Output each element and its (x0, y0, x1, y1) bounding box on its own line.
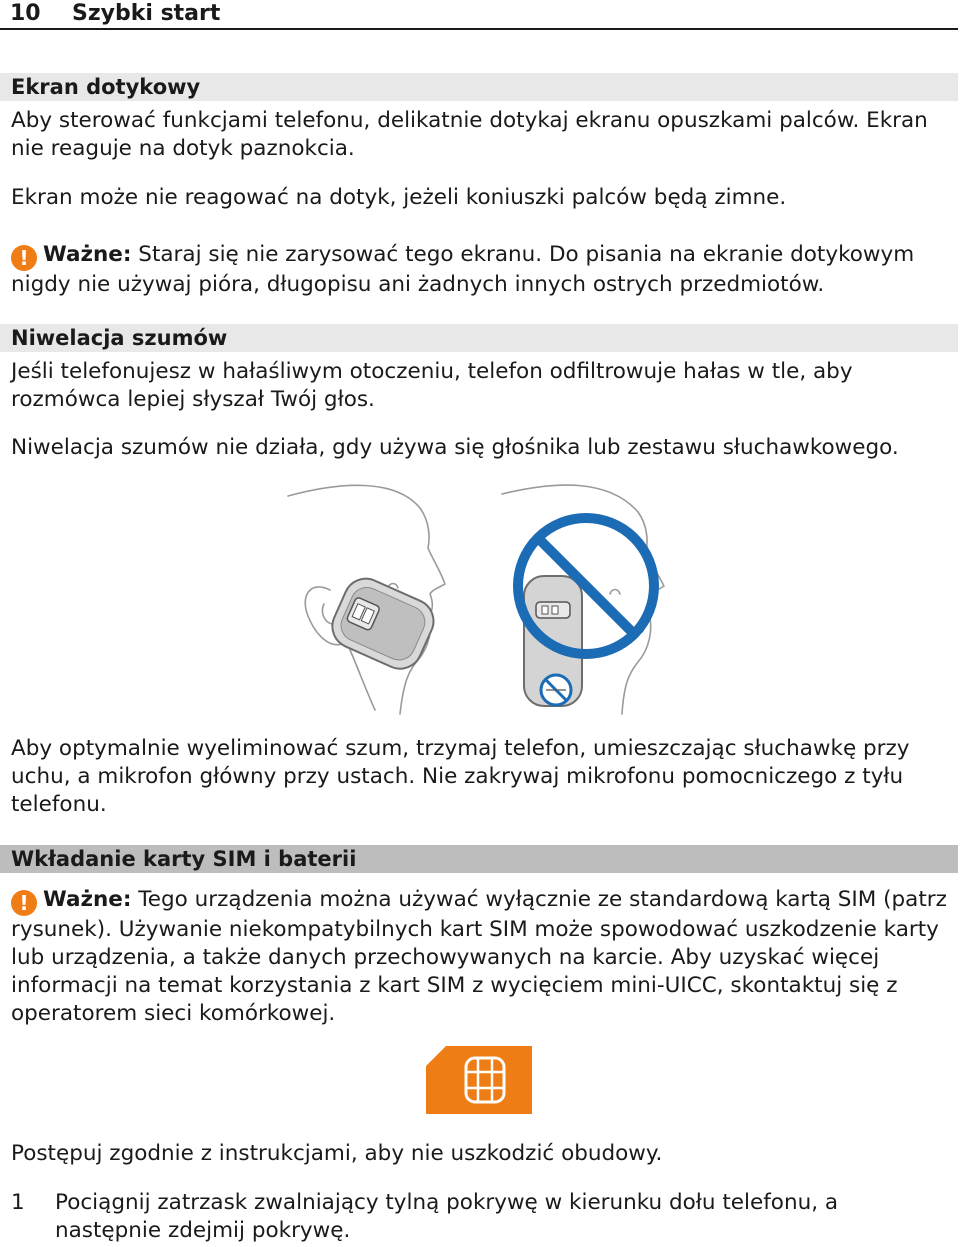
noise-paragraph-2: Niwelacja szumów nie działa, gdy używa się głośnika lub zestawu słuchawkowego. (11, 435, 899, 460)
page-number: 10 (10, 1, 41, 26)
page-header (0, 0, 958, 30)
microphone-prohibited-icon (541, 675, 571, 705)
step-text: Pociągnij zatrzask zwalniający tylną pokrywę w kierunku dołu telefonu, a następnie zdejmij pokrywę. (55, 1190, 839, 1243)
warning-label: Ważne: (43, 242, 132, 267)
noise-paragraph-3: Aby optymalnie wyeliminować szum, trzymaj telefon, umieszczając słuchawkę przy uchu, a mikrofon główny przy ustach. Nie zakrywaj mikrofonu pomocniczego z tyłu telefonu. (11, 736, 910, 817)
warning-text: Tego urządzenia można używać wyłącznie ze standardową kartą SIM (patrz rysunek). Używanie niekompatybilnych kart SIM może spowodować uszkodzenie karty lub urządzenia, a także danych przechowywanych na karcie. Aby uzyskać więcej informacji na temat korzystania z kart SIM z wycięciem mini-UICC, skontaktuj się z operatorem sieci komórkowej. (11, 887, 947, 1026)
sim-card-icon (426, 1046, 534, 1114)
step-number: 1 (11, 1190, 25, 1215)
phone-holding-illustration (280, 478, 680, 718)
warning-text: Staraj się nie zarysować tego ekranu. Do pisania na ekranie dotykowym nigdy nie używaj pióra, długopisu ani żadnych innych ostrych przedmiotów. (11, 242, 915, 297)
warning-icon: ! (11, 890, 37, 916)
page-title: Szybki start (72, 1, 221, 26)
warning-icon: ! (11, 245, 37, 271)
sim-paragraph-1: Postępuj zgodnie z instrukcjami, aby nie uszkodzić obudowy. (11, 1141, 663, 1166)
section-heading-sim: Wkładanie karty SIM i baterii (0, 845, 958, 873)
section-heading-noise: Niwelacja szumów (0, 324, 958, 352)
touch-paragraph-2: Ekran może nie reagować na dotyk, jeżeli koniuszki palców będą zimne. (11, 185, 787, 210)
section-heading-touch: Ekran dotykowy (0, 73, 958, 101)
sim-warning (11, 886, 951, 1028)
noise-paragraph-1: Jeśli telefonujesz w hałaśliwym otoczeniu, telefon odfiltrowuje hałas w tle, aby rozmówca lepiej słyszał Twój głos. (11, 359, 853, 412)
touch-paragraph-1: Aby sterować funkcjami telefonu, delikatnie dotykaj ekranu opuszkami palców. Ekran nie reaguje na dotyk paznokcia. (11, 108, 928, 161)
warning-label: Ważne: (43, 887, 132, 912)
touch-warning (11, 241, 951, 299)
